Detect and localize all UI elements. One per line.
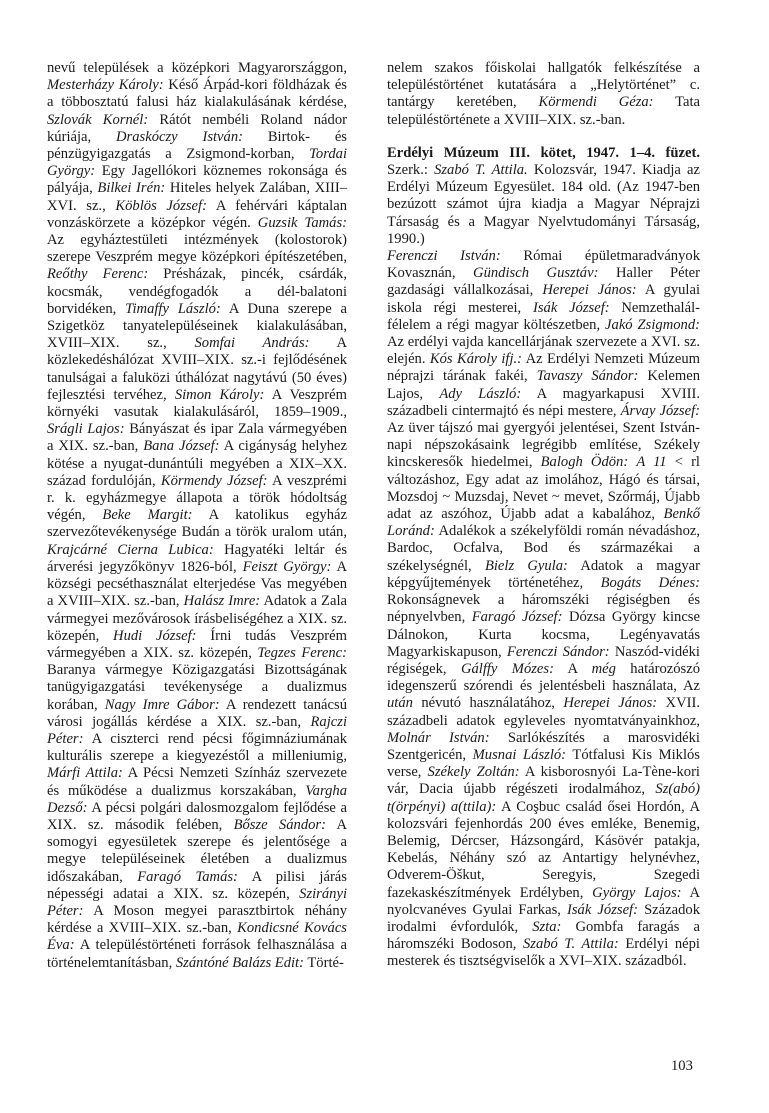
text-run: Sarlókészítés a marosvidéki Szentgericén, (387, 729, 700, 763)
author-name: Gündisch Gusztáv: (473, 265, 599, 282)
text-run: A fehérvári káptalan vonzáskörzete a középkor végén. (47, 197, 347, 231)
author-name: Herepei János: (542, 282, 637, 299)
text-run: A rendezett tanácsú városi jogállás kérdése a XIX. sz.-ban, (47, 696, 347, 730)
text-run: A közlekedéshálózat XVIII–XIX. sz.-i fejlődésének tanulságai a faluközi úthálózat nagytávú (50 éves) fejlesztési tervéhez, (47, 335, 348, 403)
text-run: A ciszterci rend pécsi főgimnáziumának kulturális szerepe a kiegyezéstől a milleniumig, (47, 730, 347, 765)
text-run: Késő Árpád-kori földházak és a többosztatú falusi ház kialakulásának kérdése, (47, 77, 347, 111)
text-run: A Veszprém környéki vasutak kialakulásáról, 1859–1909., (47, 386, 347, 421)
text-run: névutó használatához, (412, 695, 564, 712)
author-name: Körmendy József: (160, 472, 268, 489)
text-run: gon, (321, 60, 347, 76)
text-run: Az erdélyi vajda kancellárjának szervezete a XVI. sz. elején. (387, 334, 700, 368)
author-name: Rajczi Péter: (47, 713, 347, 747)
text-run: Az üver tájszó mai gyergyói jelentései, Szent István-napi népszokásaink legrégibb említése, Székely kincskeresők hiedelmei, (387, 420, 700, 471)
author-name: Árvay József: (620, 402, 700, 419)
text-run: Rokonságnevek a háromszéki régiségben és népnyelvben, (387, 592, 700, 626)
text-run: A somogyi egyesületek szerepe és jelentősége a megye településeinek életében a dualizmus időszakában, (47, 816, 347, 885)
text-run: határozószó idegenszerű szórendi és jelentésbeli használata, Az (387, 660, 700, 695)
text-run: Erdélyi népi mesterek és tisztségviselők a XVI–XIX. századból. (387, 936, 700, 970)
author-name: Tavaszy Sándor: (536, 368, 639, 385)
author-name: Halász Imre: (183, 593, 261, 610)
text-run: Törté- (303, 954, 344, 971)
author-name: Reőthy Ferenc: (47, 266, 149, 283)
text-run: Az egyháztestületi intézmények (kolostorok) szerepe Veszprém megye középkori építészetében, (47, 232, 347, 266)
text-run: Adatok a Zala vármegyei mezővárosok írásbeliségéhez a XIX. sz. közepén, (47, 593, 347, 644)
author-name: A 11 (636, 454, 667, 471)
author-name: Köblös József: (115, 197, 207, 214)
text-run: A településtörténeti források felhasználása a történelemtanításban, (47, 937, 347, 971)
text-run: Naszód-vidéki régiségek, (387, 643, 700, 677)
author-name: Hudi József: (113, 627, 197, 644)
text-run: A nyolcvanéves Gyulai Farkas, (387, 884, 700, 918)
text-run: Bányászat és ipar Zala vármegyében a XIX. sz.-ban, (47, 421, 347, 455)
text-run: A kisborosnyói La-Tène-kori vár, Dacia újabb régészeti irodalmához, (387, 764, 700, 798)
section-entry: Erdélyi Múzeum III. kötet, 1947. 1–4. füzet. Szerk.: Szabó T. Attila. Kolozsvár, 1947. Kiadja az Erdélyi Múzeum Egyesület. 184 old. (Az 1947-ben bezúzott számot újra kiadja a Magyar Néprajzi Társaság és a Magyar Nyelvtudományi Társaság, 1990.) (387, 144, 700, 247)
text-run: Rátót nembéli Roland nádor kúriája, (47, 111, 347, 145)
author-name: Srágli Lajos: (47, 421, 125, 438)
text-run: Egy Jagellókori köznemes rokonsága és pályája, (47, 163, 347, 197)
text-run: A katolikus egyház szervezőtevékenysége Budán a török uralom után, (47, 507, 347, 541)
author-name: Krajcárné Cierna Lubica: (47, 541, 214, 558)
author-name: Isák József: (532, 299, 610, 316)
author-name: Ferenczi Sándor: (506, 643, 610, 660)
author-name: Szta: (532, 918, 562, 935)
author-name: Musnai László: (472, 746, 567, 763)
author-name: Balogh Ödön: (540, 454, 629, 471)
author-name: Molnár István: (387, 729, 490, 746)
text-run: Római épületmaradványok Kovasznán, (387, 248, 700, 282)
author-name: Márfi Attila: (47, 765, 123, 782)
section-heading: Erdélyi Múzeum III. kötet, 1947. 1–4. füzet. (387, 144, 700, 161)
text-run: A veszprémi r. k. egyházmegye állapota a török hódoltság végén, (47, 472, 347, 524)
author-name: Kós Károly ifj.: (429, 351, 523, 368)
author-name: Szántóné Balázs Edit: (175, 954, 304, 971)
author-name: Bilkei Irén: (97, 180, 166, 197)
text-run: Hiteles helyek Zalában, XIII–XVI. sz., (47, 180, 347, 214)
author-name: Draskóczy István: (116, 128, 243, 145)
author-name: még (591, 660, 616, 677)
right-column-text (387, 248, 700, 971)
author-name: Kondicsné Kovács Éva: (47, 920, 347, 954)
author-name: Bősze Sándor: (233, 816, 326, 833)
text-run: A gyulai iskola régi mesterei, (387, 282, 701, 316)
text-run: A pécsi polgári dalosmozgalom fejlődése a XIX. sz. második felében, (47, 799, 347, 833)
author-name: Faragó Tamás: (137, 868, 238, 885)
section-publication: Kolozsvár, 1947. Kiadja az Erdélyi Múzeum Egyesület. 184 old. (Az 1947-ben bezúzott számot újra kiadja a Magyar Néprajzi Társaság és a Magyar Nyelvtudományi Társaság, 1990.) (387, 162, 700, 247)
author-name: Vargha Dezső: (47, 782, 347, 816)
author-name: Bogáts Dénes: (600, 574, 700, 591)
text-run: A (553, 660, 592, 677)
author-name: Ferenczi István: (387, 248, 501, 265)
text-run: Adalékok a székelyföldi román névadáshoz, Bardoc, Ocfalva, Bod és származékai a székelységnél, (387, 523, 700, 574)
author-name: Faragó József: (471, 609, 563, 626)
author-name: Tordai György: (47, 146, 347, 180)
text-run: Gombfa faragás a háromszéki Bodoson, (387, 918, 700, 953)
author-name: Nagy Imre Gábor: (104, 696, 220, 713)
text-run: A pilisi járás népességi adatai a XIX. sz. közepén, (47, 868, 347, 902)
author-name: Gálffy Mózes: (460, 660, 554, 677)
author-name: Isák József: (567, 901, 638, 918)
author-name: Mesterházy Károly: (47, 77, 164, 94)
author-name: Simon Károly: (174, 386, 265, 403)
text-run: Haller Péter gazdasági vállalkozásai, (387, 265, 700, 299)
author-name: Szabó T. Attila: (522, 936, 619, 953)
left-column-text (47, 60, 347, 972)
text-run: A községi pecséthasználat elterjedése Vas megyében a XVIII–XIX. sz.-ban, (47, 558, 348, 610)
text-run: nevű települések a középkori Magyarország (47, 60, 322, 76)
section-editor: Szabó T. Attila. (434, 162, 528, 179)
text-run: Baranya vármegye Közigazgatási Bizottságának tanügyigazgatási tevékenysége a dualizmus korában, (47, 662, 347, 713)
author-name: Timaffy László: (125, 300, 221, 317)
author-name: Feiszt György: (242, 558, 332, 575)
author-name: György Lajos: (592, 884, 682, 901)
text-run: Hagyatéki leltár és árverési jegyzőkönyv 1826-ból, (47, 541, 347, 575)
author-name: Guzsik Tamás: (257, 214, 347, 231)
text-run: Az Erdélyi Nemzeti Múzeum néprajzi tárának fakéi, (387, 351, 700, 385)
author-name: Székely Zoltán: (427, 764, 520, 781)
left-column (47, 60, 347, 972)
text-run: Írni tudás Veszprém vármegyében a XIX. sz. közepén, (47, 627, 347, 661)
page-number: 103 (671, 1058, 693, 1074)
author-name: Szlovák Kornél: (47, 111, 149, 128)
author-name: Ady László: (439, 385, 522, 402)
text-run: A Moson megyei parasztbirtok néhány kérdése a XVIII–XIX. sz.-ban, (47, 902, 347, 937)
text-run: Adatok a magyar képgyűjtemények történetéhez, (387, 557, 701, 591)
author-name: Szirányi Péter: (47, 885, 347, 919)
text-run: XVII. századbeli adatok egyleveles nyomtatványainkhoz, (387, 695, 700, 729)
right-column (387, 60, 700, 971)
author-name: Beke Margit: (102, 507, 193, 524)
author-name: Herepei János: (563, 695, 658, 712)
author-name: Jakó Zsigmond: (605, 316, 700, 333)
author-name: Somfai András: (194, 335, 310, 352)
text-run: A Duna szerepe a Szigetköz tanyatelepüléseinek kialakulásában, XVIII–XIX. sz., (47, 300, 348, 352)
spacer (387, 129, 700, 145)
author-name: Sz(abó) t(örpényi) a(ttila): (387, 781, 700, 815)
right-column-intro: nelem szakos főiskolai hallgatók felkészítése a településtörténet kutatására a „Helytörténet” c. tantárgy keretében, Körmendi Géza: Tata településtörténete a XVIII–XIX. sz.-ban. (387, 60, 700, 128)
text-run: A cigányság helyhez kötése a nyugat-dunántúli megyében a XIX–XX. század fordulóján, (47, 438, 347, 489)
text-run: Birtok- és pénzügyigazgatás a Zsigmond-korban, (47, 128, 347, 163)
text-run: A magyarkapusi XVIII. századbeli cintermajtó és népi mestere, (387, 385, 700, 419)
text-run: Századok irodalmi évfordulók, (387, 901, 700, 935)
text-run: < rl változáshoz, Egy adat az imolához, Hágó és társai, Mozsdoj ~ Muzsdaj, Nevet ~ mevet, Szőrmáj, Újabb adat az aszóhoz, Újabb adat a kabalához, (387, 454, 700, 523)
text-run: Dózsa György kincse Dálnokon, Kurta kocsma, Legényavatás Magyarkiskapuson, (387, 609, 700, 660)
author-name: Körmendi Géza: (538, 94, 654, 111)
author-name: Bana József: (143, 438, 220, 455)
text-run: Présházak, pincék, csárdák, kocsmák, vendégfogadók a dél-balatoni borvidéken, (47, 266, 348, 317)
text-run: A Pécsi Nemzeti Színház szervezete és működése a dualizmus korszakában, (47, 765, 347, 799)
author-name: Benkő Loránd: (387, 506, 700, 540)
author-name: után (387, 695, 413, 712)
text-run: Tótfalusi Kis Miklós verse, (387, 746, 700, 781)
text-run: A Coşbuc család ősei Hordón, A kolozsvári fejenhordás 200 éves emléke, Benemig, Belemig, Dércser, Házsongárd, Kásövér patakja, Kebelás, Néhány szó az Antartigy helynévhez, Odverem-Öškut, Seregyis, Szegedi fazekaskészítmények Erdélyben, (387, 798, 700, 901)
author-name: Bielz Gyula: (484, 557, 568, 574)
text-run: Nemzethalál-félelem a régi magyar költészetben, (387, 299, 700, 333)
author-name: Tegzes Ferenc: (257, 644, 347, 661)
text-run: Kelemen Lajos, (387, 368, 701, 402)
